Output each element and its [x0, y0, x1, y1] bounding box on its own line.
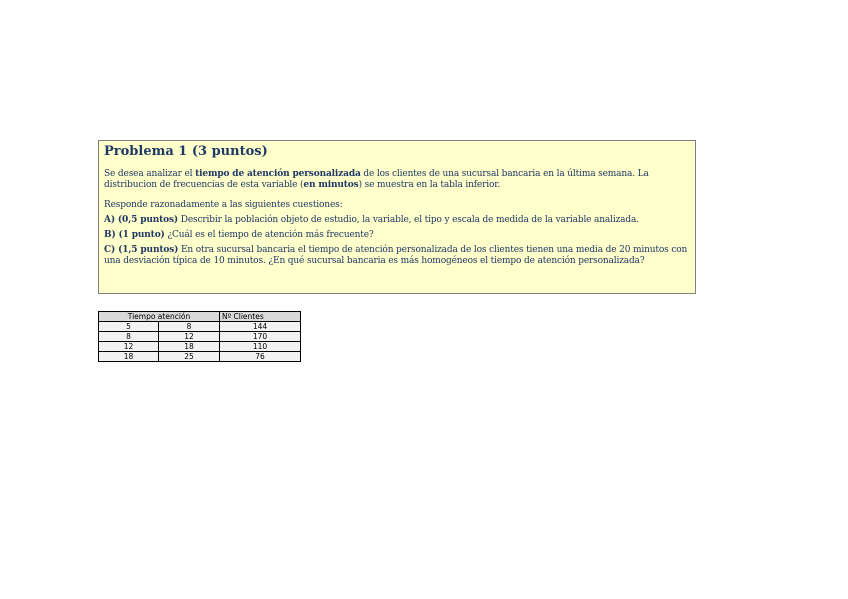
- problem-instruction: Responde razonadamente a las siguientes cuestiones:: [104, 200, 343, 210]
- question-c-label: C) (1,5 puntos): [104, 245, 179, 255]
- client-count: 170: [220, 332, 301, 342]
- interval-lower: 5: [99, 322, 159, 332]
- client-count: 110: [220, 342, 301, 352]
- table-row: [99, 322, 301, 332]
- problem-intro: [104, 169, 689, 191]
- interval-lower: 12: [99, 342, 159, 352]
- question-c: [104, 245, 689, 267]
- interval-upper: 8: [159, 322, 220, 332]
- interval-upper: 25: [159, 352, 220, 362]
- interval-upper: 18: [159, 342, 220, 352]
- table-header-row: [99, 312, 301, 322]
- intro-bold-units: en minutos: [303, 180, 359, 190]
- table-row: [99, 342, 301, 352]
- question-a-label: A) (0,5 puntos): [104, 215, 179, 225]
- question-c-text: En otra sucursal bancaria el tiempo de atención personalizada de los clientes tienen una media de 20 minutos con una desviación típica de 10 minutos. ¿En qué sucursal bancaria es más homogéneos el tiempo de atención personalizada?: [104, 245, 688, 266]
- frequency-table: [98, 311, 301, 362]
- interval-lower: 8: [99, 332, 159, 342]
- problem-statement-box: [98, 140, 696, 294]
- intro-text-2: de los clientes de una sucursal bancaria en la última semana. La distribucion de frecuencias de esta variable (: [104, 169, 649, 190]
- table-row: [99, 352, 301, 362]
- interval-lower: 18: [99, 352, 159, 362]
- client-count: 144: [220, 322, 301, 332]
- question-b-text: ¿Cuál es el tiempo de atención más frecuente?: [164, 230, 374, 240]
- client-count: 76: [220, 352, 301, 362]
- interval-upper: 12: [159, 332, 220, 342]
- intro-text-3: ) se muestra en la tabla inferior.: [358, 180, 501, 190]
- problem-title: Problema 1 (3 puntos): [104, 144, 268, 159]
- question-b: [104, 230, 689, 241]
- question-a: [104, 215, 689, 226]
- time-header: Tiempo atención: [99, 312, 220, 322]
- table-row: [99, 332, 301, 342]
- clients-header: Nº Clientes: [220, 312, 301, 322]
- question-a-text: Describir la población objeto de estudio, la variable, el tipo y escala de medida de la variable analizada.: [178, 215, 639, 225]
- question-b-label: B) (1 punto): [104, 230, 165, 240]
- intro-bold-variable: tiempo de atención personalizada: [195, 169, 361, 179]
- intro-text-1: Se desea analizar el: [104, 169, 196, 179]
